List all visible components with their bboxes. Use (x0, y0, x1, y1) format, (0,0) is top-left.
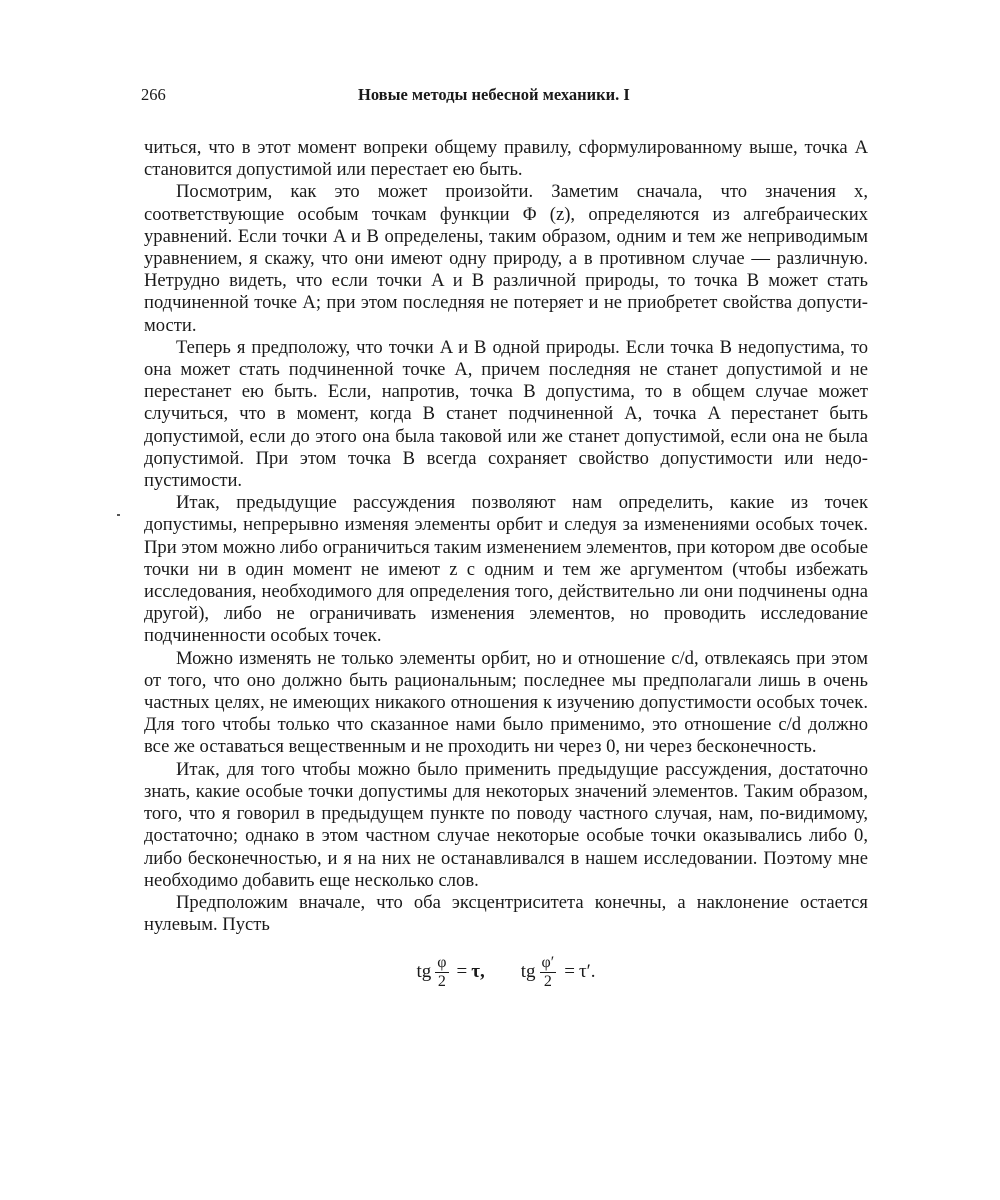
paragraph-6: Итак, для того чтобы можно было применить предыдущие рассуждения, достаточно знать, какие особые точки допустимы для некоторых значений элементов. Таким образом, того, что я говорил в предыдущем пункте по поводу частного случая, нам, по-видимому, достаточно; однако в этом частном случае некоторые особые точки оказывались либо 0, либо бесконечностью, и я на них не останавливался в нашем исследовании. Поэтому мне необходимо добавить еще несколько слов. (144, 758, 868, 891)
paragraph-5: Можно изменять не только элементы орбит, но и отношение c/d, отвлекаясь при этом от того, что оно должно быть рациональным; последнее мы предполагали лишь в очень частных целях, не имеющих никакого отношения к изучению допустимости особых точек. Для того чтобы только что сказанное нами было применимо, это отношение c/d должно все же оставаться вещественным и не проходить ни через 0, ни через бесконечность. (144, 647, 868, 758)
paragraph-2: Посмотрим, как это может произойти. Заметим сначала, что значения x, соответствующие особым точкам функции Φ (z), определяются из алгебраических уравнений. Если точки A и B определены, таким образом, одним и тем же неприводимым уравнением, я скажу, что они имеют одну природу, а в противном случае — различную. Нетрудно видеть, что если точки A и B различной природы, то точка B может стать подчиненной точке A; при этом последняя не потеряет и не приобретет свойства допустимости. (144, 181, 868, 336)
formula-right-denominator: 2 (543, 972, 552, 990)
formula-end: . (590, 961, 596, 983)
paragraph-4: Итак, предыдущие рассуждения позволяют нам определить, какие из точек допустимы, непрерывно изменяя элементы орбит и следуя за изменениями особых точек. При этом можно либо ограничиться таким изменением элементов, при котором две особые точки ни в один момент не имеют z с одним и тем же аргументом (чтобы избежать исследования, необходимого для определения того, действительно ли они подчинены одна другой), либо не ограничивать изменения элементов, но проводить исследование подчиненности особых точек. (144, 492, 868, 647)
formula-right (521, 955, 596, 990)
formula (144, 950, 868, 994)
page-header (141, 80, 868, 110)
paragraph-7: Предположим вначале, что оба эксцентриситета конечны, а наклонение остается нулевым. Пусть (144, 891, 868, 936)
document-page (141, 80, 868, 994)
formula-right-func: tg (520, 961, 536, 983)
paragraph-3: Теперь я предположу, что точки A и B одной природы. Если точка B недопустима, то она может стать подчиненной точке A, причем последняя не станет допустимой и не перестанет ею быть. Если, напротив, точка B допустима, то в общем случае может случиться, что в момент, когда B станет подчиненной A, точка A перестанет быть допустимой, если до этого она была таковой или же станет допустимой, если она не была допустимой. При этом точка B всегда сохраняет свойство допустимости или недопустимости. (144, 336, 868, 492)
formula-right-equals: = (564, 961, 575, 983)
formula-left-numerator: φ (437, 953, 447, 971)
page-number: 266 (141, 85, 166, 104)
formula-left-denominator: 2 (437, 972, 446, 990)
formula-separator: , (479, 961, 485, 983)
margin-mark (117, 514, 120, 516)
paragraph-1: читься, что в этот момент вопреки общему правилу, сформулированному выше, точка A становится допустимой или перестает ею быть. (144, 137, 868, 181)
formula-right-numerator: φ′ (541, 953, 555, 971)
formula-left-func: tg (416, 961, 432, 983)
body-text (144, 137, 868, 936)
formula-right-fraction (540, 955, 557, 990)
formula-left-equals: = (456, 961, 468, 983)
formula-left-rhs: τ (471, 961, 480, 983)
formula-left-fraction (435, 955, 448, 990)
formula-right-rhs: τ′ (578, 961, 591, 983)
formula-left (416, 955, 484, 990)
running-title: Новые методы небесной механики. I (358, 85, 630, 104)
